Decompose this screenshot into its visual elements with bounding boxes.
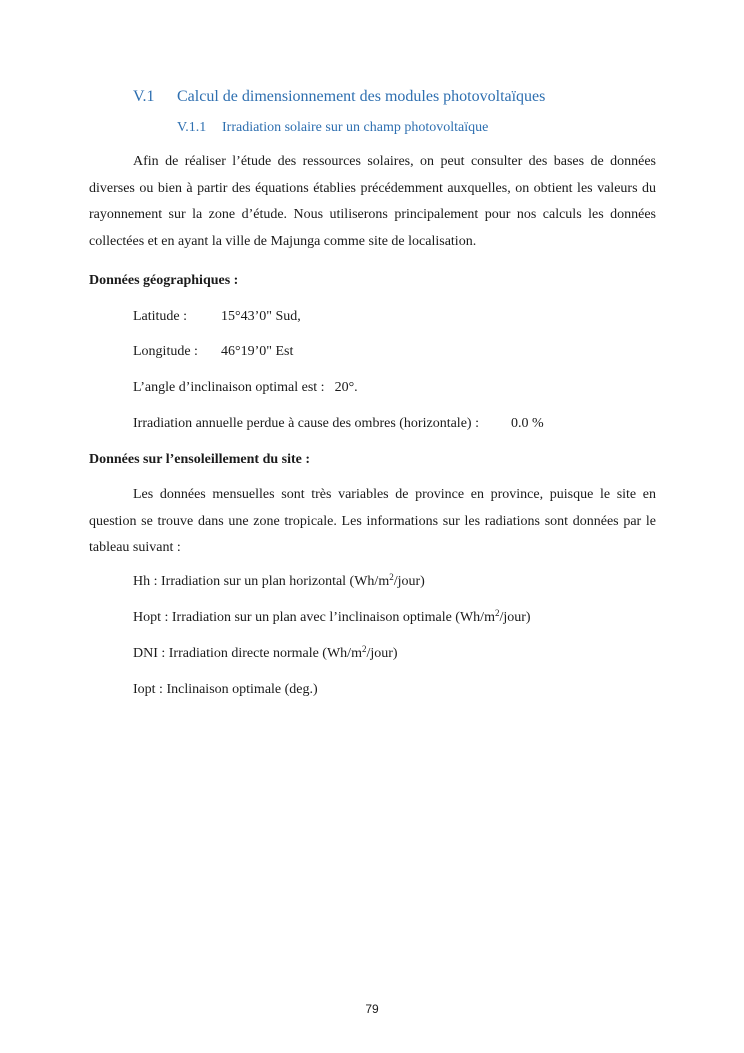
- section-heading: [133, 88, 545, 106]
- shading-loss-line: [133, 416, 544, 432]
- unit-suffix: /jour): [366, 646, 398, 661]
- latitude-label: Latitude :: [133, 309, 188, 324]
- definition-dni-text: DNI : Irradiation directe normale (Wh/m: [133, 646, 362, 661]
- page-number: 79: [365, 1002, 379, 1016]
- definition-iopt: Iopt : Inclinaison optimale (deg.): [133, 682, 318, 697]
- geo-data-title: Données géographiques :: [89, 273, 239, 288]
- section-title: Calcul de dimensionnement des modules photovoltaïques: [177, 88, 546, 105]
- subsection-heading: [177, 120, 488, 136]
- subsection-number: V.1.1: [177, 120, 207, 135]
- optimal-angle-label: L’angle d’inclinaison optimal est :: [133, 380, 325, 395]
- definition-hopt: [133, 610, 531, 626]
- unit-suffix: /jour): [499, 610, 531, 625]
- definition-hh-text: Hh : Irradiation sur un plan horizontal (Wh/m: [133, 574, 390, 589]
- sunshine-data-title: Données sur l’ensoleillement du site :: [89, 452, 311, 467]
- section-number: V.1: [133, 88, 155, 105]
- shading-loss-label: Irradiation annuelle perdue à cause des ombres (horizontale) :: [133, 416, 479, 431]
- shading-loss-value: 0.0 %: [510, 416, 544, 431]
- latitude-value: 15°43’0" Sud,: [221, 309, 301, 324]
- longitude-line: [133, 344, 293, 360]
- subsection-title: Irradiation solaire sur un champ photovoltaïque: [222, 120, 489, 135]
- latitude-line: [133, 309, 301, 325]
- sunshine-paragraph: Les données mensuelles sont très variables de province en province, puisque le site en question se trouve dans une zone tropicale. Les informations sur les radiations sont données par le tableau suivant :: [89, 487, 656, 555]
- definition-hopt-text: Hopt : Irradiation sur un plan avec l’inclinaison optimale (Wh/m: [133, 610, 495, 625]
- optimal-angle-value: 20°.: [334, 380, 358, 395]
- optimal-angle-line: [133, 380, 358, 396]
- intro-paragraph: Afin de réaliser l’étude des ressources solaires, on peut consulter des bases de données diverses ou bien à partir des équations établies précédemment auxquelles, on obtient les valeurs du rayonnement sur la zone d’étude. Nous utiliserons principalement pour nos calculs les données collectées et en ayant la ville de Majunga comme site de localisation.: [89, 154, 656, 249]
- superscript-2: 2: [389, 572, 394, 582]
- superscript-2: 2: [494, 608, 500, 618]
- longitude-value: 46°19’0" Est: [221, 344, 294, 359]
- definition-hh: [133, 574, 425, 590]
- unit-suffix: /jour): [393, 574, 425, 589]
- definition-dni: [133, 646, 398, 662]
- superscript-2: 2: [361, 644, 367, 654]
- longitude-label: Longitude :: [133, 344, 198, 359]
